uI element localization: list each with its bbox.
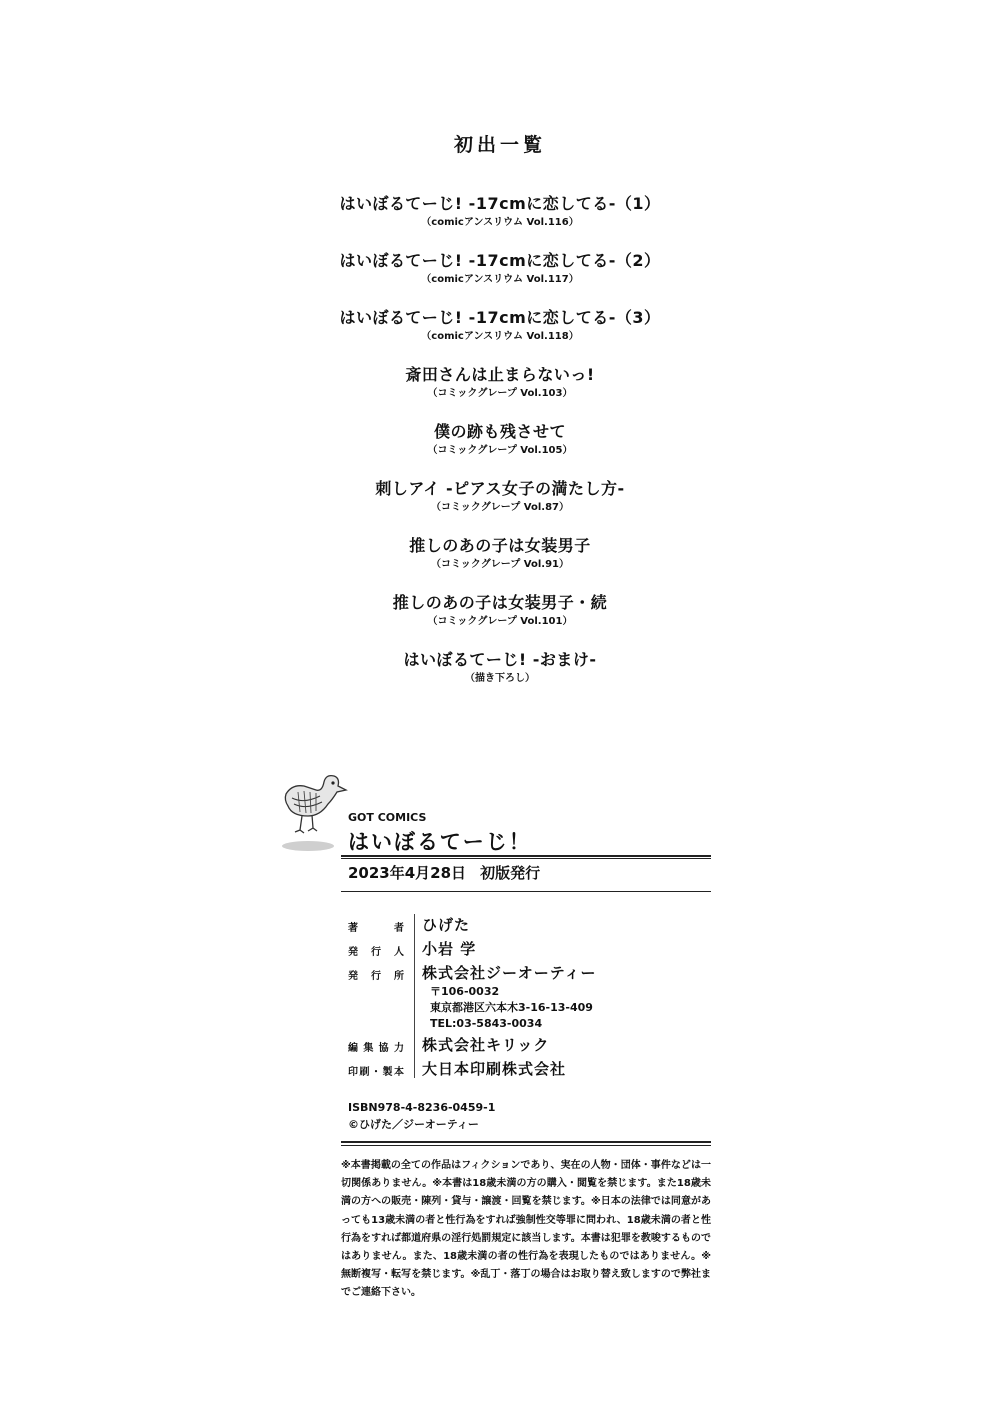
toc-item — [0, 648, 1000, 705]
imprint-label: GOT COMICS — [348, 811, 427, 824]
toc-item — [0, 363, 1000, 420]
date: 2023年4月28日 — [348, 864, 467, 882]
toc-item — [0, 591, 1000, 648]
toc-item-source: （comicアンスリウム Vol.117） — [421, 274, 579, 285]
divider — [341, 858, 711, 859]
credit-value: 株式会社ジーオーティー — [422, 964, 597, 982]
toc-title: 初出一覧 — [453, 134, 546, 156]
toc-item — [0, 534, 1000, 591]
toc-item-source: （コミックグレープ Vol.91） — [431, 559, 569, 570]
toc-item-source: （comicアンスリウム Vol.118） — [421, 331, 579, 342]
postal-code: 〒106-0032 — [430, 985, 500, 998]
toc-item-title: 推しのあの子は女装男子・続 — [392, 593, 608, 612]
divider — [341, 891, 711, 892]
toc-item-title: 刺しアイ -ピアス女子の満たし方- — [375, 479, 625, 498]
toc-item-source: （comicアンスリウム Vol.116） — [421, 217, 579, 228]
toc-item — [0, 306, 1000, 363]
toc-list — [0, 192, 1000, 705]
isbn-block — [348, 1099, 495, 1133]
toc-item-title: はいぼるてーじ! -17cmに恋してる-（1） — [339, 194, 661, 213]
credit-value: 大日本印刷株式会社 — [422, 1060, 567, 1078]
divider — [341, 855, 711, 857]
publication-date — [348, 862, 540, 883]
toc-item — [0, 420, 1000, 477]
address: 東京都港区六本木3-16-13-409 — [430, 1001, 593, 1014]
credit-key: 印刷・製本 — [348, 1067, 404, 1078]
toc-item-source: （描き下ろし） — [465, 673, 535, 684]
credit-value: ひげた — [422, 916, 471, 934]
toc-item — [0, 249, 1000, 306]
toc-item-title: 僕の跡も残させて — [433, 422, 566, 441]
bird-icon — [280, 766, 350, 856]
phone: TEL:03-5843-0034 — [430, 1017, 543, 1030]
toc-item-title: 推しのあの子は女装男子 — [409, 536, 591, 555]
credit-printing — [348, 1058, 708, 1082]
edition: 初版発行 — [480, 864, 541, 882]
credit-value: 株式会社キリック — [422, 1036, 550, 1054]
legal-notice: ※本書掲載の全ての作品はフィクションであり、実在の人物・団体・事件などは一切関係ありません。※本書は18歳未満の方の購入・閲覧を禁じます。また18歳未満の方への販売・陳列・貸与・譲渡・回覧を禁じます。※日本の法律では同意があっても13歳未満の者と性行為をすれば強制性交等罪に問われ、18歳未満の者と性行為をすれば都道府県の淫行処罰規定に該当します。本書は犯罪を教唆するものではありません。また、18歳未満の者の性行為を表現したものではありません。※無断複写・転写を禁じます。※乱丁・落丁の場合はお取り替え致しますので弊社までご連絡下さい。 — [341, 1160, 711, 1299]
toc-item-source: （コミックグレープ Vol.105） — [427, 445, 573, 456]
toc-item-title: 斎田さんは止まらないっ! — [405, 365, 595, 384]
toc-item-source: （コミックグレープ Vol.87） — [431, 502, 569, 513]
isbn: ISBN978-4-8236-0459-1 — [348, 1101, 496, 1114]
book-title: はいぼるてーじ！ — [348, 830, 532, 854]
toc-item — [0, 477, 1000, 534]
credits-divider — [414, 914, 415, 1078]
toc-item-title: はいぼるてーじ! -おまけ- — [403, 650, 597, 669]
credits — [348, 914, 708, 1082]
credit-editing — [348, 1034, 708, 1058]
credit-value: 小岩 学 — [422, 940, 477, 958]
divider — [341, 1145, 711, 1146]
toc-item-title: はいぼるてーじ! -17cmに恋してる-（3） — [339, 308, 661, 327]
toc-item-source: （コミックグレープ Vol.101） — [427, 616, 573, 627]
credit-publisher — [348, 962, 708, 986]
copyright: ©ひげた／ジーオーティー — [348, 1118, 479, 1131]
toc-item — [0, 192, 1000, 249]
credit-key: 編集協力 — [348, 1043, 404, 1054]
credit-key: 発行所 — [348, 971, 404, 982]
credit-key: 著者 — [348, 923, 404, 934]
credit-key: 発行人 — [348, 947, 404, 958]
credit-author — [348, 914, 708, 938]
toc-item-source: （コミックグレープ Vol.103） — [427, 388, 573, 399]
toc-item-title: はいぼるてーじ! -17cmに恋してる-（2） — [339, 251, 661, 270]
credit-publisher-person — [348, 938, 708, 962]
divider — [341, 1141, 711, 1143]
